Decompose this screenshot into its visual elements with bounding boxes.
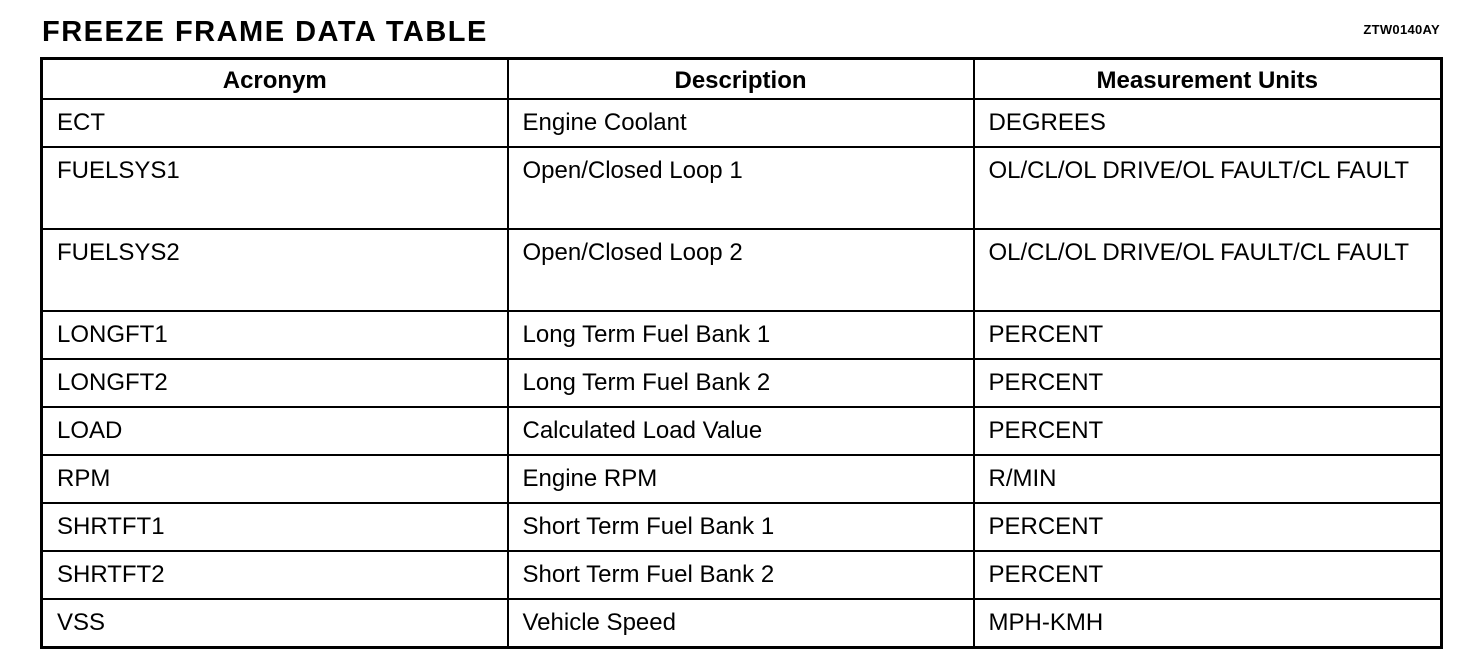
units-cell: PERCENT [974,359,1442,407]
table-row [42,359,1442,407]
description-cell: Long Term Fuel Bank 2 [508,359,974,407]
figure-code: ZTW0140AY [1363,22,1440,37]
acronym-cell: RPM [42,455,508,503]
table-row [42,311,1442,359]
column-header-description: Description [508,59,974,99]
units-cell: OL/CL/OL DRIVE/OL FAULT/CL FAULT [974,229,1442,311]
acronym-cell: FUELSYS1 [42,147,508,229]
acronym-cell: VSS [42,599,508,648]
table-header-row [42,59,1442,99]
description-cell: Vehicle Speed [508,599,974,648]
freeze-frame-data-table [40,57,1443,649]
description-cell: Long Term Fuel Bank 1 [508,311,974,359]
acronym-cell: SHRTFT2 [42,551,508,599]
column-header-measurement-units: Measurement Units [974,59,1442,99]
description-cell: Engine RPM [508,455,974,503]
table-row [42,503,1442,551]
units-cell: OL/CL/OL DRIVE/OL FAULT/CL FAULT [974,147,1442,229]
table-row [42,455,1442,503]
page-title: FREEZE FRAME DATA TABLE [42,16,488,48]
acronym-cell: LONGFT1 [42,311,508,359]
acronym-cell: FUELSYS2 [42,229,508,311]
table-row [42,599,1442,648]
column-header-acronym: Acronym [42,59,508,99]
acronym-cell: SHRTFT1 [42,503,508,551]
units-cell: DEGREES [974,99,1442,147]
units-cell: PERCENT [974,407,1442,455]
acronym-cell: LONGFT2 [42,359,508,407]
units-cell: PERCENT [974,551,1442,599]
description-cell: Short Term Fuel Bank 1 [508,503,974,551]
description-cell: Engine Coolant [508,99,974,147]
acronym-cell: ECT [42,99,508,147]
units-cell: PERCENT [974,311,1442,359]
units-cell: R/MIN [974,455,1442,503]
table-row [42,229,1442,311]
table-row [42,147,1442,229]
units-cell: PERCENT [974,503,1442,551]
acronym-cell: LOAD [42,407,508,455]
table-row [42,551,1442,599]
description-cell: Open/Closed Loop 1 [508,147,974,229]
table-row [42,99,1442,147]
description-cell: Short Term Fuel Bank 2 [508,551,974,599]
description-cell: Open/Closed Loop 2 [508,229,974,311]
units-cell: MPH-KMH [974,599,1442,648]
description-cell: Calculated Load Value [508,407,974,455]
table-row [42,407,1442,455]
